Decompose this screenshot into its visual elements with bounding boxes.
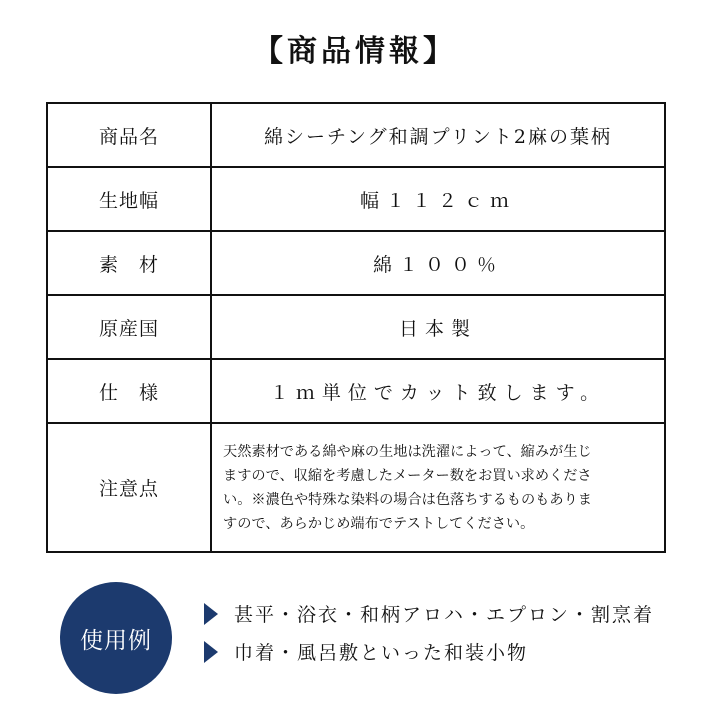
table-row (47, 231, 665, 295)
usage-item-text: 甚平・浴衣・和柄アロハ・エプロン・割烹着 (234, 604, 655, 626)
product-info-table (46, 102, 666, 553)
row-label-product-name: 商品名 (47, 103, 211, 167)
row-label-origin: 原産国 (47, 295, 211, 359)
caution-line: すので、あらかじめ端布でテストしてください。 (223, 515, 535, 532)
row-label-caution: 注意点 (47, 423, 211, 552)
table-row (47, 167, 665, 231)
row-value-spec: １ｍ単位でカット致します。 (211, 359, 665, 423)
row-value-fabric-width: 幅１１２ｃｍ (211, 167, 665, 231)
triangle-bullet-icon (204, 641, 218, 663)
row-label-material: 素 材 (47, 231, 211, 295)
usage-item (204, 600, 654, 627)
page-title: 【商品情報】 (253, 34, 457, 69)
triangle-bullet-icon (204, 603, 218, 625)
table-row (47, 103, 665, 167)
table-row (47, 359, 665, 423)
caution-line: 天然素材である綿や麻の生地は洗濯によって、縮みが生じ (223, 443, 592, 460)
row-label-spec: 仕 様 (47, 359, 211, 423)
row-value-product-name: 綿シーチング和調プリント2麻の葉柄 (211, 103, 665, 167)
usage-item-text: 巾着・風呂敷といった和装小物 (234, 642, 529, 664)
caution-line: ますので、収縮を考慮したメーター数をお買い求めくださ (223, 467, 592, 484)
row-value-material: 綿１００％ (211, 231, 665, 295)
row-value-origin: 日本製 (211, 295, 665, 359)
row-label-fabric-width: 生地幅 (47, 167, 211, 231)
table-row (47, 295, 665, 359)
table-row (47, 423, 665, 552)
row-value-caution (211, 423, 665, 552)
usage-item (204, 638, 528, 665)
usage-badge: 使用例 (60, 582, 172, 694)
caution-line: い。※濃色や特殊な染料の場合は色落ちするものもありま (223, 491, 592, 508)
